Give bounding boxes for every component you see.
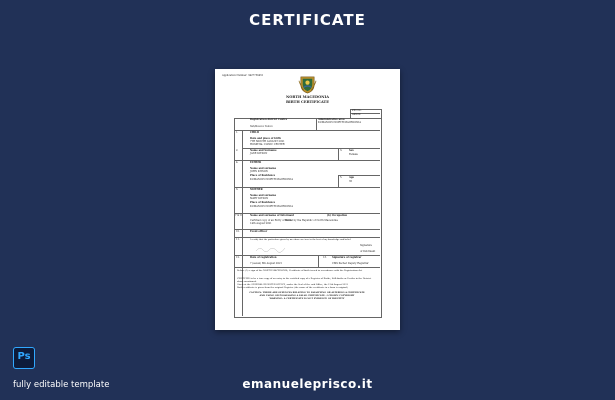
registration-date-value: 7 (seven) 8th August 2021 (250, 262, 283, 265)
child-name-label: Name and Surname (250, 148, 277, 152)
warning-line-3: WARNING: A CERTIFICATE IS NOT EVIDENCE OF IDENTITY (269, 297, 345, 300)
warning-line-2: AND USING OR POSSESSING A FALSE CERTIFICATE. ©CROWN COPYRIGHT (259, 294, 355, 297)
mother-residence-value: KUMANOVO NORTH MACEDONIA (250, 205, 293, 208)
row-number: 5. (340, 176, 343, 179)
country-heading: NORTH MACEDONIA (285, 95, 330, 99)
informant-line-1: Certified copy of an Entry of Birth (250, 219, 292, 222)
rule (234, 237, 380, 238)
child-birth-label: Date and place of birth (250, 137, 281, 140)
document-title: BIRTH CERTIFICATE (286, 99, 329, 104)
note-3: Given at the GENERAL REGISTER OFFICE, under the Seal of the said Office, the 12th August 2021 (237, 282, 348, 286)
website-label: emanueleprisco.it (242, 377, 373, 391)
age-divider (338, 175, 339, 187)
mother-name-label: Name and surname (250, 194, 277, 197)
administrative-area-value: KUMANOVO NORTH MACEDONIA (318, 121, 361, 124)
informant-signature-scribble (255, 245, 289, 253)
father-residence-value: KUMANOVO NORTH MACEDONIA (250, 178, 293, 181)
registration-district-heading: Registration district Centre (250, 118, 288, 121)
note-1: Before (?) a sign of the NORTH MACEDONIA, Certificate of birth issued in accordance with the Registration Act (237, 269, 363, 272)
registration-divider (316, 118, 317, 130)
rule (234, 267, 380, 268)
application-number: Application Number: 3427736451 (222, 74, 264, 77)
child-heading: CHILD (250, 131, 260, 134)
mother-name-value: MARY KITSON (250, 197, 269, 200)
row-number: 10. (236, 230, 240, 233)
birth-certificate-document (215, 69, 400, 330)
row-number: 6. (236, 188, 239, 191)
registrar-name: CMS Pecher Deputy Registrar (332, 262, 369, 265)
mother-residence-label: Place of Residence (250, 201, 276, 204)
child-name-value: JANE KITSON (250, 152, 268, 155)
occupation-label: (b) Occupation (327, 214, 348, 217)
informant-declaration: I certify that the particulars given by me above are true to the best of my knowledge and belief (250, 239, 351, 241)
informant-label: Name and surname of Informant (250, 214, 295, 217)
row-number: 4. (236, 161, 239, 164)
pin-value: A9N89 (352, 112, 361, 116)
note-4: Birth certificate is given from the original Register (the name of the certificate in a form is original) (237, 285, 348, 289)
rule (338, 175, 380, 176)
father-name-value: JOHN KITSON (250, 170, 268, 173)
warning-line-1: CAUTION: THERE ARE OFFENCES RELATING TO FALSIFYING OR ALTERING A CERTIFICATE (249, 291, 365, 294)
signature-label: Signature (360, 244, 372, 247)
informant-small-label: of Informant (360, 250, 376, 253)
informant-line-2: 14th August 2021 (250, 222, 272, 225)
coat-of-arms-emblem (298, 75, 317, 94)
event-officer-label: Event officer (250, 230, 268, 233)
sex-divider (338, 148, 339, 160)
row-number: 11. (236, 238, 240, 241)
pin-label: PIN No. (352, 108, 362, 112)
sex-value: Female (349, 153, 358, 156)
page-title: CERTIFICATE (249, 11, 366, 29)
registrar-signature-label: Signature of registrar (332, 256, 362, 259)
registration-divider (318, 255, 319, 267)
editable-template-caption: fully editable template (13, 380, 110, 390)
mother-heading: MOTHER (250, 188, 263, 191)
registration-district-value: Suh/Kosovo Tetovo (250, 125, 273, 128)
father-age-value: 35 (349, 180, 353, 183)
registration-date-label: Date of registration (250, 256, 277, 259)
row-number: 1. (236, 131, 239, 134)
photoshop-badge-text: Ps (17, 351, 31, 362)
row-number: 2. (236, 148, 239, 152)
informant-line-3: Issued by the Republic of North Macedonia (285, 219, 338, 222)
administrative-area-heading: Administrative area (318, 118, 345, 121)
child-birth-value: 7TH MONTH AUGUST 2021 (250, 140, 285, 143)
note-2: CERTIFIED to be a true copy of an entry in the certified copy of a Register of Births, Still-births or Deaths in the District above mentioned. (237, 277, 372, 283)
father-name-label: Name and surname (250, 167, 277, 170)
row-number: 12. (236, 256, 240, 259)
photoshop-icon (13, 347, 35, 369)
row-number: 3. (340, 148, 343, 152)
row-number: 13. (323, 256, 327, 259)
father-heading: FATHER (250, 161, 262, 164)
row-number: 7 & 8 (235, 214, 242, 217)
sex-label: Sex (349, 148, 354, 152)
father-residence-label: Place of Residence (250, 174, 276, 177)
father-age-label: Age (349, 176, 355, 179)
child-birth-place: HOSPITAL CLINIC CENTER (250, 143, 285, 146)
